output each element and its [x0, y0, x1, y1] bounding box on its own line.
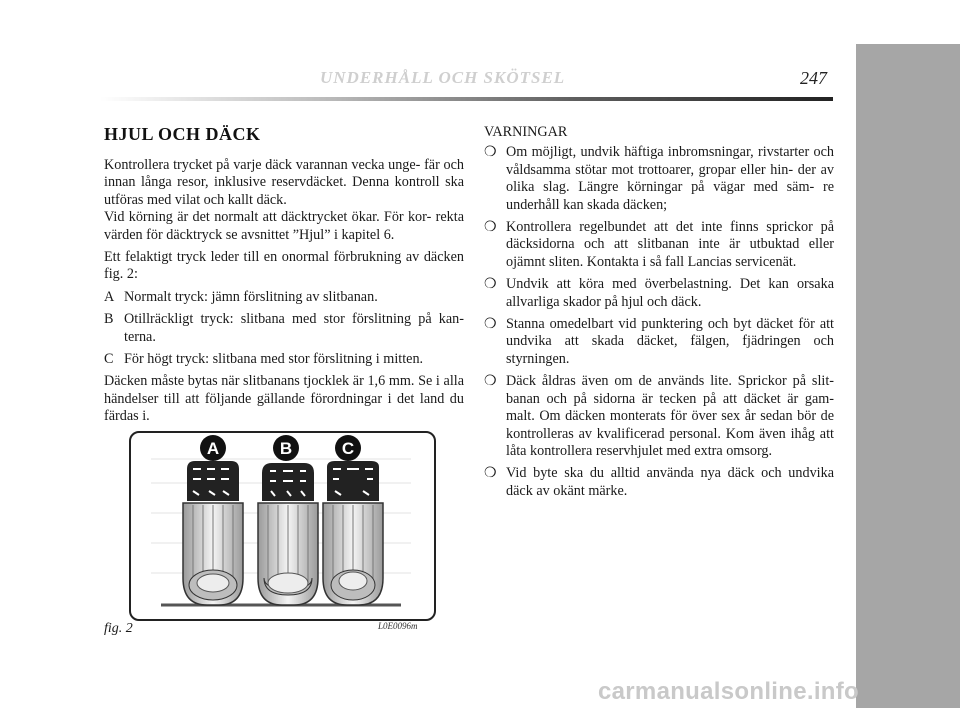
item-text: Otillräckligt tryck: slitbana med stor förslitning på kan- terna. — [124, 311, 464, 345]
warning-item — [484, 144, 834, 214]
header-rule — [100, 97, 833, 101]
page-number: 247 — [800, 68, 827, 88]
warning-text: Kontrollera regelbundet att det inte finns sprickor på däcksidorna och att slitbanan inte är utbuktad eller ojämnt sliten. Kontakta i så fall Lancias servicenät. — [506, 219, 834, 270]
item-letter: A — [104, 288, 115, 305]
item-letter: B — [104, 311, 114, 328]
bullet-mark: ❍ — [484, 465, 497, 482]
item-text: För högt tryck: slitbana med stor förslitning i mitten. — [124, 351, 424, 368]
item-text: Normalt tryck: jämn förslitning av slitbanan. — [124, 288, 378, 305]
warning-item — [484, 276, 834, 311]
warning-item — [484, 316, 834, 368]
warning-item — [484, 465, 834, 500]
warning-text: Stanna omedelbart vid punktering och byt däcket för att undvika att skada däcket, fälgen, fjädringen och styrningen. — [506, 316, 834, 367]
paragraph-wrong-pressure: Ett felaktigt tryck leder till en onormal förbrukning av däcken fig. 2: — [104, 249, 464, 283]
warning-text: Däck åldras även om de används lite. Sprickor på slit- banan och på sidorna är tecken på att däcket är gam- malt. Om däcken monterats för över sex år sedan bör de kontrolleras av kvalificerad personal. Kom även ihåg att låta kontrollera reservhjulet med extra omsorg. — [506, 373, 834, 459]
warning-text: Om möjligt, undvik häftiga inbromsningar, rivstarter och våldsamma stötar mot trottoarer, gropar eller hin- der av olika slag. Längre körningar på vägar med säm- re underhåll kan skada däcken; — [506, 144, 834, 213]
tire-b — [258, 463, 318, 605]
warnings-heading: VARNINGAR — [484, 124, 568, 140]
bullet-mark: ❍ — [484, 219, 497, 236]
marker-c — [335, 435, 361, 461]
warning-text: Vid byte ska du alltid använda nya däck och undvika däck av okänt märke. — [506, 465, 834, 499]
paragraph-tread-depth: Däcken måste bytas när slitbanans tjocklek är 1,6 mm. Se i alla händelser till att följande gällande förordningar i det land du färdas i. — [104, 373, 464, 425]
list-item-high-pressure — [104, 351, 464, 368]
section-heading: HJUL OCH DÄCK — [104, 124, 261, 144]
paragraph-pressure-increase: Vid körning är det normalt att däcktrycket ökar. För kor- rekta värden för däcktryck se avsnittet ”Hjul” i kapitel 6. — [104, 209, 464, 243]
tire-a — [183, 461, 243, 605]
warning-item — [484, 373, 834, 460]
bullet-mark: ❍ — [484, 144, 497, 161]
item-letter: C — [104, 351, 114, 368]
side-margin-bar — [856, 44, 960, 708]
warning-text: Undvik att köra med överbelastning. Det kan orsaka allvarliga skador på hjul och däck. — [506, 276, 834, 310]
figure-code: L0E0096m — [378, 621, 418, 631]
tire-wear-illustration — [131, 433, 434, 619]
tire-wear-figure — [129, 431, 436, 621]
warnings-column — [484, 124, 834, 505]
left-column — [104, 157, 464, 431]
site-watermark: carmanualsonline.info — [598, 678, 860, 705]
figure-caption: fig. 2 — [104, 621, 133, 636]
bullet-mark: ❍ — [484, 373, 497, 390]
marker-b — [273, 435, 299, 461]
marker-c-label: C — [341, 439, 355, 458]
bullet-mark: ❍ — [484, 276, 497, 293]
bullet-mark: ❍ — [484, 316, 497, 333]
tire-c — [323, 461, 383, 605]
marker-b-label: B — [279, 439, 293, 458]
list-item-low-pressure — [104, 311, 464, 346]
list-item-normal-pressure — [104, 289, 464, 306]
marker-a-label: A — [206, 439, 220, 458]
paragraph-check-pressure: Kontrollera trycket på varje däck varannan vecka unge- fär och innan långa resor, inklusive reservdäcket. Denna kontroll ska utföras med vilat och kallt däck. — [104, 157, 464, 208]
warning-item — [484, 219, 834, 271]
running-header-title: UNDERHÅLL OCH SKÖTSEL — [320, 68, 566, 87]
marker-a — [200, 435, 226, 461]
